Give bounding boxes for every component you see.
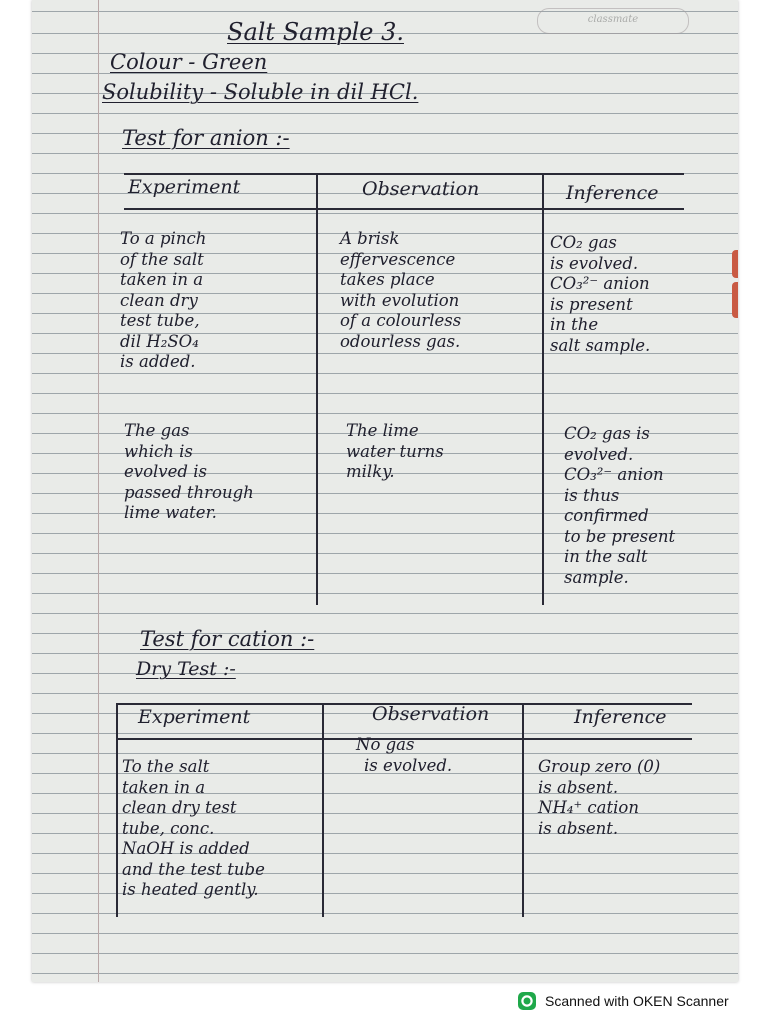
table-rule xyxy=(316,173,318,605)
anion-header-inference: Inference xyxy=(566,182,659,204)
cation-header-experiment: Experiment xyxy=(138,706,251,728)
scanner-watermark xyxy=(517,989,729,1013)
table-rule xyxy=(116,703,118,917)
anion-header-experiment: Experiment xyxy=(128,176,241,198)
anion-row2-experiment: The gas which is evolved is passed through lime water. xyxy=(124,421,254,522)
notebook-brand-stamp: classmate xyxy=(537,8,689,34)
anion-row1-experiment: To a pinch of the salt taken in a clean dry test tube, dil H₂SO₄ is added. xyxy=(120,229,207,371)
solubility-line: Solubility - Soluble in dil HCl. xyxy=(102,80,419,104)
cation-row1-observation: No gas is evolved. xyxy=(356,735,453,775)
page-title: Salt Sample 3. xyxy=(227,18,404,46)
table-rule xyxy=(522,703,524,917)
scanner-text: Scanned with OKEN Scanner xyxy=(545,993,729,1009)
anion-row1-inference: CO₂ gas is evolved. CO₃²⁻ anion is present in the salt sample. xyxy=(550,233,651,355)
table-rule xyxy=(124,173,684,175)
anion-row2-observation: The lime water turns milky. xyxy=(346,421,444,481)
cation-heading: Test for cation :- xyxy=(140,627,315,651)
anion-heading: Test for anion :- xyxy=(122,126,290,150)
dry-test-heading: Dry Test :- xyxy=(136,658,236,680)
margin-line xyxy=(98,0,99,982)
cation-row1-inference: Group zero (0) is absent. NH₄⁺ cation is absent. xyxy=(538,757,661,838)
page-tab xyxy=(732,250,738,278)
notebook-page xyxy=(32,0,738,982)
table-rule xyxy=(542,173,544,605)
cation-header-observation: Observation xyxy=(372,703,490,725)
table-rule xyxy=(124,208,684,210)
table-rule xyxy=(322,703,324,917)
anion-header-observation: Observation xyxy=(362,178,480,200)
anion-row1-observation: A brisk effervescence takes place with evolution of a colourless odourless gas. xyxy=(340,229,462,351)
colour-line: Colour - Green xyxy=(110,50,268,74)
cation-row1-experiment: To the salt taken in a clean dry test tube, conc. NaOH is added and the test tube is heated gently. xyxy=(122,757,265,899)
oken-scanner-logo-icon xyxy=(517,991,537,1011)
page-tab xyxy=(732,282,738,318)
cation-header-inference: Inference xyxy=(574,706,667,728)
anion-row2-inference: CO₂ gas is evolved. CO₃²⁻ anion is thus confirmed to be present in the salt sample. xyxy=(564,424,676,587)
